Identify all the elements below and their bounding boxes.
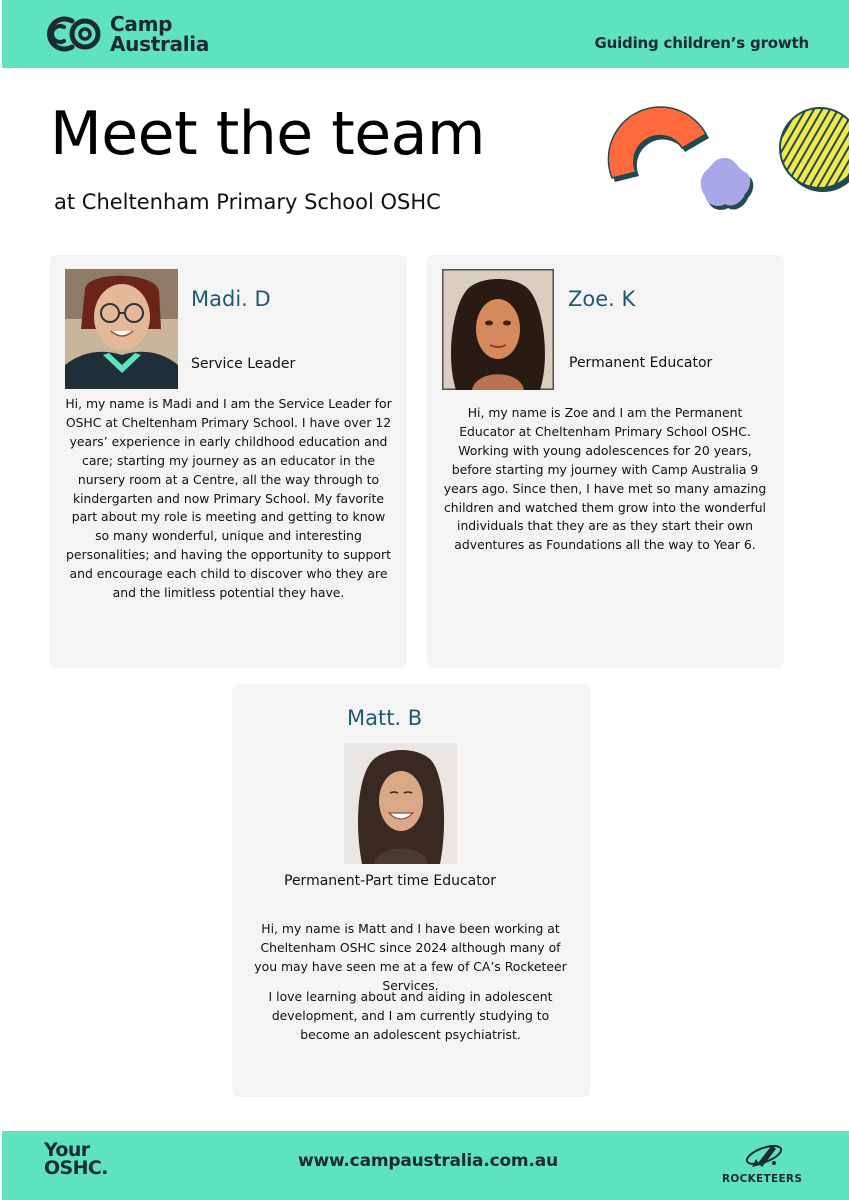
rocketeers-label: ROCKETEERS xyxy=(722,1173,803,1185)
yellow-striped-circle-icon xyxy=(780,108,849,188)
rocket-icon xyxy=(718,1139,814,1173)
brand-name xyxy=(110,14,209,54)
rocketeers-logo xyxy=(718,1139,814,1191)
madi-bio: Hi, my name is Madi and I am the Service Leader for OSHC at Cheltenham Primary School. I have over 12 years’ experience in early childhood education and care; starting my journey as an educator in the nursery room at a Centre, all the way through to kindergarten and now Primary School. My favorite part about my role is meeting and getting to know so many wonderful, unique and interesting personalities; and having the opportunity to support and encourage each child to discover who they are and the limitless potential they have. xyxy=(65,396,392,601)
page-subtitle: at Cheltenham Primary School OSHC xyxy=(54,190,441,214)
madi-role: Service Leader xyxy=(191,356,296,372)
page-title: Meet the team xyxy=(50,99,485,169)
footer-bar xyxy=(2,1131,849,1200)
matt-photo xyxy=(344,743,457,864)
matt-bio-paragraph-2: I love learning about and aiding in adolescent development, and I am currently studying to become an adolescent psychiatrist. xyxy=(268,989,553,1042)
madi-photo xyxy=(65,269,178,389)
header-bar xyxy=(2,0,849,68)
zoe-bio: Hi, my name is Zoe and I am the Permanent Educator at Cheltenham Primary School OSHC. Working with young adolescences for 20 years, before starting my journey with Camp Australia 9 years ago. Since then, I have met so many amazing children and watched them grow into the wonderful individuals that they are as they start their own adventures as Foundations all the way to Year 6. xyxy=(443,405,767,553)
matt-role: Permanent-Part time Educator xyxy=(284,873,497,889)
your-oshc-line-1: Your xyxy=(44,1139,90,1161)
zoe-name: Zoe. K xyxy=(568,287,636,311)
team-card-matt xyxy=(232,684,590,1097)
purple-flower-icon xyxy=(701,158,754,210)
website-link[interactable]: www.campaustralia.com.au xyxy=(298,1151,558,1171)
your-oshc-line-2: OSHC. xyxy=(44,1157,108,1179)
orange-arc-icon xyxy=(608,107,706,178)
team-card-zoe xyxy=(427,255,784,668)
matt-photo-image xyxy=(344,743,457,864)
decorative-shapes xyxy=(600,100,849,220)
camp-australia-logo-icon xyxy=(42,15,104,53)
matt-bio-paragraph-1: Hi, my name is Matt and I have been working at Cheltenham OSHC since 2024 although many of you may have seen me at a few of CA’s Rocketeer Services. xyxy=(254,921,567,993)
madi-name: Madi. D xyxy=(191,287,271,311)
camp-australia-logo xyxy=(42,12,222,58)
team-card-madi xyxy=(50,255,407,668)
matt-name: Matt. B xyxy=(347,706,423,730)
madi-photo-image xyxy=(65,269,178,389)
brand-line-2: Australia xyxy=(110,32,210,56)
zoe-photo xyxy=(442,269,554,390)
brand-line-1: Camp xyxy=(110,12,173,36)
zoe-photo-image xyxy=(442,269,554,390)
tagline: Guiding children’s growth xyxy=(594,34,809,52)
your-oshc-logo xyxy=(44,1141,108,1177)
zoe-role: Permanent Educator xyxy=(569,355,713,371)
